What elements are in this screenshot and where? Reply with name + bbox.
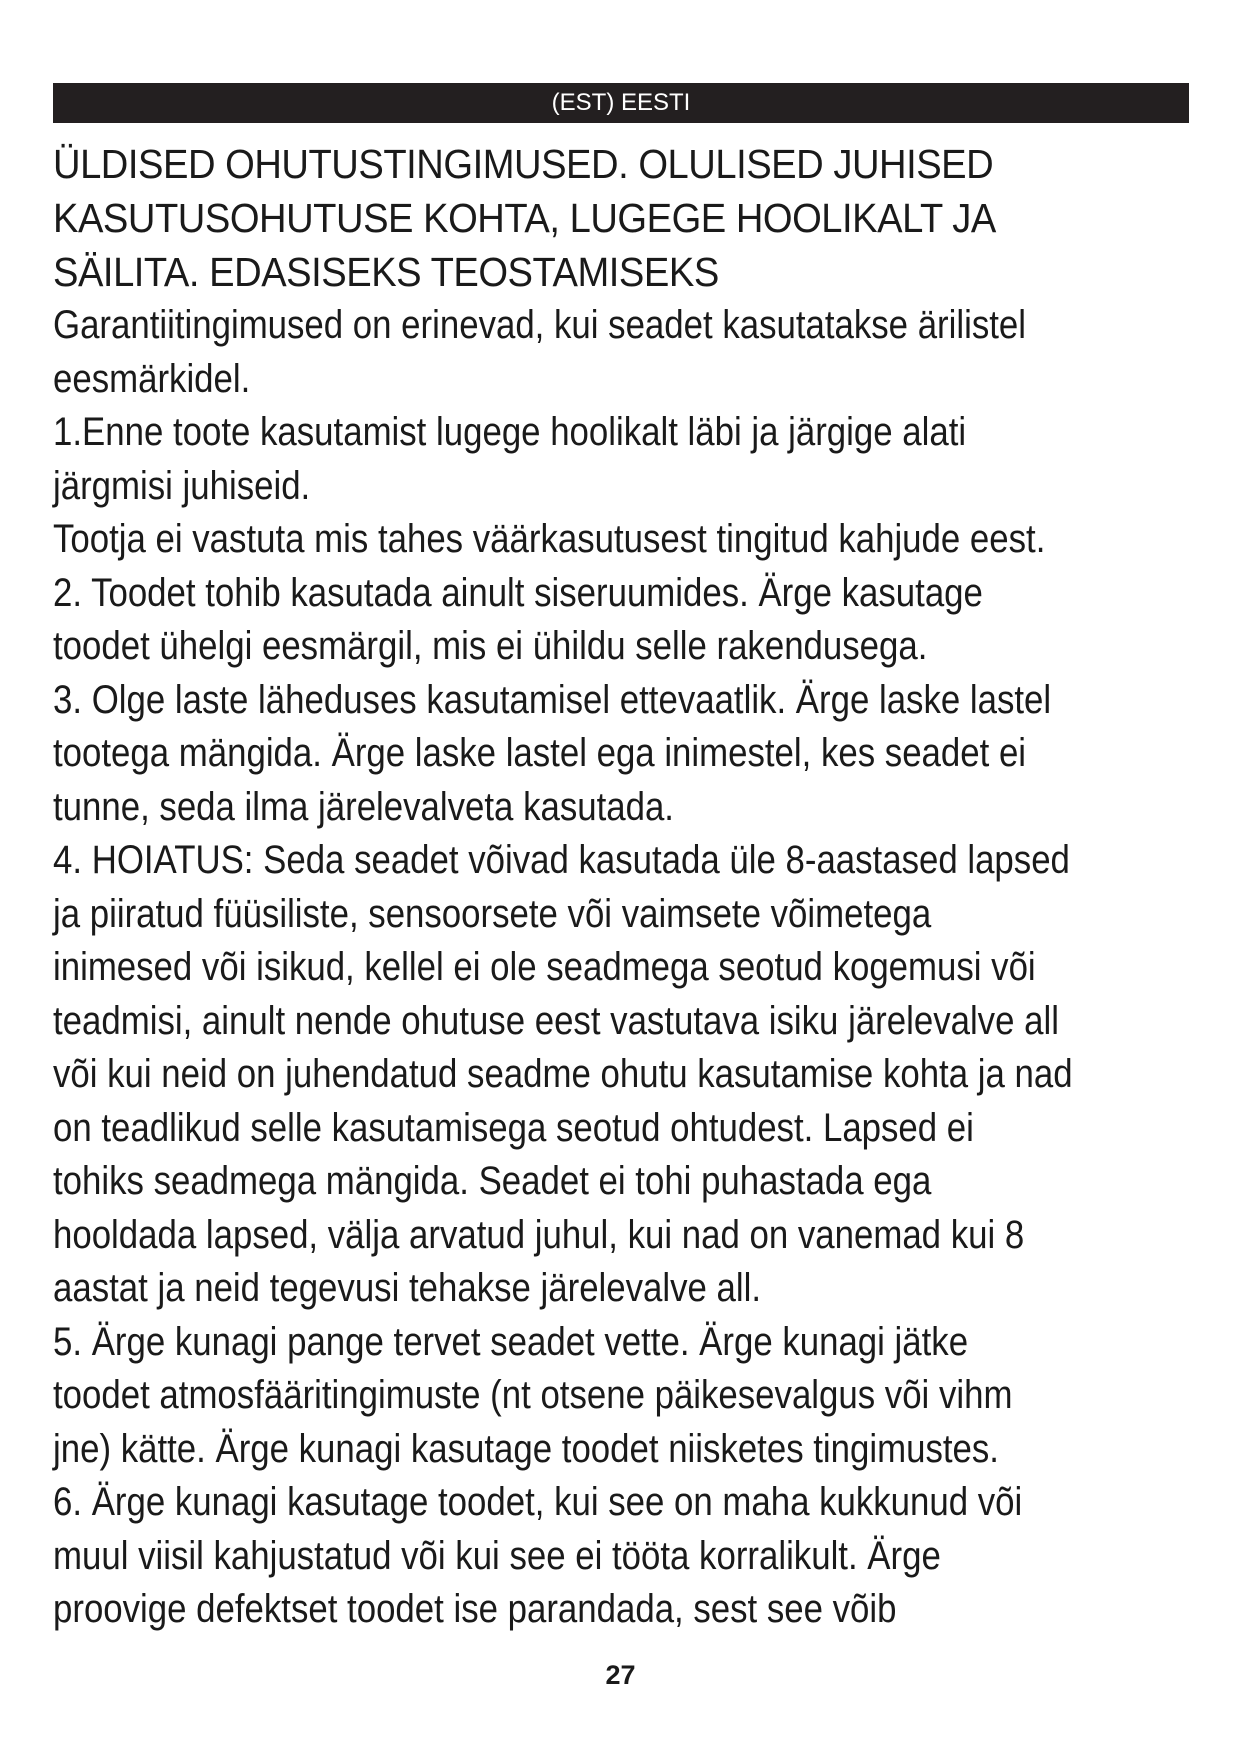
page-number: 27 [605,1660,636,1690]
body-line: 2. Toodet tohib kasutada ainult siseruumides. Ärge kasutage [53,570,983,615]
section-heading [53,137,1213,299]
body-line: muul viisil kahjustatud või kui see ei tööta korralikult. Ärge [53,1533,941,1578]
body-line: inimesed või isikud, kellel ei ole seadmega seotud kogemusi või [53,945,1036,989]
body-line: Garantiitingimused on erinevad, kui seadet kasutatakse ärilistel [53,303,1026,347]
body-line: või kui neid on juhendatud seadme ohutu kasutamise kohta ja nad [53,1052,1073,1096]
body-text [53,299,1213,1637]
body-line: tunne, seda ilma järelevalveta kasutada. [53,784,674,829]
body-line: 4. HOIATUS: Seda seadet võivad kasutada üle 8-aastased lapsed [53,838,1070,882]
body-line: proovige defektset toodet ise parandada, sest see võib [53,1587,897,1631]
body-line: ja piiratud füüsiliste, sensoorsete või vaimsete võimetega [53,891,932,936]
document-content [53,137,1213,1637]
body-line: 5. Ärge kunagi pange tervet seadet vette. Ärge kunagi jätke [53,1319,969,1364]
body-line: toodet ühelgi eesmärgil, mis ei ühildu selle rakendusega. [53,624,928,668]
body-line: eesmärkidel. [53,356,251,401]
heading-line: KASUTUSOHUTUSE KOHTA, LUGEGE HOOLIKALT JA [53,195,996,241]
language-header-bar [53,83,1189,123]
body-line: toodet atmosfääritingimuste (nt otsene päikesevalgus või vihm [53,1373,1013,1417]
body-line: on teadlikud selle kasutamisega seotud ohtudest. Lapsed ei [53,1105,974,1150]
body-line: aastat ja neid tegevusi tehakse järelevalve all. [53,1266,762,1310]
body-line: tootega mängida. Ärge laske lastel ega inimestel, kes seadet ei [53,731,1027,775]
body-line: 6. Ärge kunagi kasutage toodet, kui see on maha kukkunud või [53,1480,1023,1524]
body-line: teadmisi, ainult nende ohutuse eest vastutava isiku järelevalve all [53,998,1059,1043]
language-label: (EST) EESTI [551,89,691,116]
body-line: 3. Olge laste läheduses kasutamisel ettevaatlik. Ärge laske lastel [53,677,1052,722]
body-line: tohiks seadmega mängida. Seadet ei tohi puhastada ega [53,1159,932,1203]
body-line: jne) kätte. Ärge kunagi kasutage toodet niisketes tingimustes. [53,1426,999,1471]
body-line: hooldada lapsed, välja arvatud juhul, kui nad on vanemad kui 8 [53,1212,1025,1257]
heading-line: ÜLDISED OHUTUSTINGIMUSED. OLULISED JUHISED [53,141,994,187]
body-line: järgmisi juhiseid. [53,463,311,508]
heading-line: SÄILITA. EDASISEKS TEOSTAMISEKS [53,249,719,295]
body-line: Tootja ei vastuta mis tahes väärkasutusest tingitud kahjude eest. [53,517,1046,561]
body-line: 1.Enne toote kasutamist lugege hoolikalt läbi ja järgige alati [53,410,967,454]
